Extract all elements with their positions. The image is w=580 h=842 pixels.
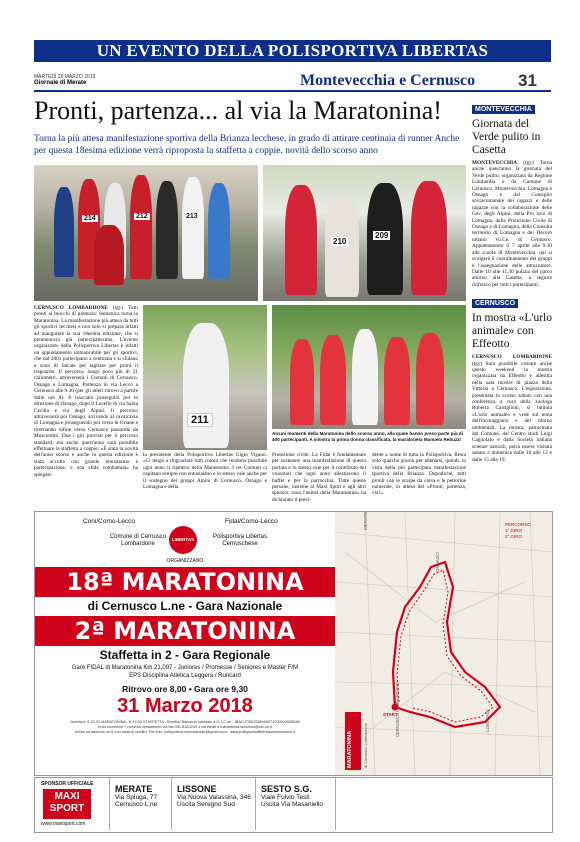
sidebar-tag-cernusco: CERNUSCO (472, 299, 518, 308)
ad-iscrizioni-line: online su www.otc-srl.it con carta di credito. Per info: polisportiva.cernuschese@gmail.com - www.polisportivalibertascernuschese.it (74, 730, 296, 734)
sidebar-lead: MONTEVECCHIA (472, 160, 518, 166)
article-text: (tgy) Tutti pronti ai blocchi di partenza: domenica torna la Maratonina. La manifestazione più attesa da tutti gli sportivi lecchesi e non solo si prepara infatti ad inaugurare la sua 18esima edizione, che si preannuncia già partecipatissima. L'evento organizzato dalla Polisportiva Libertas è infatti un appuntamento immancabile per gli sportivi, che dal 2001 partecipano a centinaia e si sfidano a suon di falcate per tagliare per primi il traguardo. Il percorso, lungo poco più di 21 chilometri, attraverserà i Comuni di Cernusco, Osnago e Lomagna. Partenza in via Lecco a Cernusco alle 9.30 (per gli atleti ritrovo a partire dalle ore 8). Il tracciato proseguirà poi in direzione di Osnago, dopo il Lavello di via Santa Cecilia e via degli Alpini. Il percorso attraverserà poi Osnago, arrivando al cavalcavia di Lomagna e proseguendo poi verso le Oriane e ritornando infine verso Cernusco passando da Moscoretto. Due i giri previsti per il percorso standard, ma anche quest'anno sarà possibile effettuare la staffetta a coppie: «È stata la novità dell'anno scorso e anche in questa edizione è stata accolta con grande entusiasmo e partecipazione, e una sfida combattuta» ha spiegato (34, 305, 138, 478)
ad-coni: Coni/Como-Lecco (83, 518, 136, 525)
paper-name: Giornale di Merate (34, 80, 87, 86)
runner-figure (325, 195, 359, 297)
maxi-sport-logo-line: MAXI (54, 791, 80, 802)
maxi-sport-logo-line: SPORT (49, 803, 85, 814)
store-city: LISSONE (177, 784, 217, 794)
sponsor-url: www.maxisport.com (41, 821, 86, 827)
runner-figure (54, 187, 74, 277)
sidebar-body: (tgy) Sarà possibile visitare anche questo weekend la mostra organizzata da Effeotto e allestita nella sala mostre di piazza della Vittoria a Cernusco. L'esposizione, presentata lo scorso sabato con una conferenza a cura della zoologa Roberta Castiglioni, si intitola «L'urlo animale» e vede sul tema dell'incoraggiarsi e del ritorno umbientali. La mostra, patrocinata dal Comune, dal Centro studi Luigi Cagnolato e dalla Società italiana scienze naturali, potrà essere visitata sabato e domenica dalle 10 alle 12 e dalle 15 alle 19. (472, 360, 552, 463)
map-legend-item: PERCORSO (505, 522, 531, 527)
race-bib: 213 (186, 213, 198, 220)
store-sesto (261, 784, 341, 808)
article-lead: CERNUSCO LOMBARDONE (34, 305, 108, 311)
sponsor-footer (34, 777, 553, 833)
section-title: Montevecchia e Cernusco (300, 72, 476, 89)
article-column-1 (34, 305, 138, 505)
store-area: Uscita Seregno Sud (177, 801, 235, 808)
photo-group-runners (34, 165, 258, 301)
sidebar-title-verde: Giornata del Verde pulito in Casetta (472, 118, 541, 156)
race-route-map (335, 512, 552, 775)
event-banner: UN EVENTO DELLA POLISPORTIVA LIBERTAS (34, 40, 551, 62)
map-label-start: START (383, 712, 398, 717)
photo-winner (143, 305, 267, 450)
article-column-4: dente a nome di tutta la Polisportiva. Resta solo qualche giorno per allenarsi, quindi, in vista della più partecipata manifestazione sportiva della Brianza. Dopodiché, tutti pronti con le scarpe da corsa e le pettorine numerate, in attesa del «Pronti, partenza, via!». (372, 452, 466, 497)
photo-kids (272, 305, 466, 429)
runner-figure (94, 225, 124, 285)
child-figure (352, 329, 378, 425)
runner-figure (411, 181, 447, 295)
ad-comune: Comune di Cernusco Lombardone (109, 534, 167, 547)
maxi-sport-logo (43, 789, 91, 819)
libertas-logo: LIBERTAS (169, 526, 197, 554)
child-figure (320, 335, 346, 425)
runner-figure (182, 177, 204, 279)
map-logo-title: MARATONINA (347, 730, 353, 768)
sidebar-tag-montevecchia: MONTEVECCHIA (472, 105, 535, 114)
sidebar-lead: CERNUSCO LOMBARDONE (472, 354, 552, 361)
ad-fidal: Fidal/Como-Lecco (225, 518, 278, 525)
race-bib: 214 (84, 215, 96, 222)
race-bib: 210 (333, 237, 347, 246)
map-logo (345, 712, 361, 770)
map-label-osnago: OSNAGO (435, 552, 440, 572)
race-bib: 211 (187, 413, 213, 427)
sidebar-text-mostra (472, 354, 552, 463)
sidebar-body: (tgy) Torna anche quest'anno la giornata del Verde pulito, organizzata da Regione Lombardia e da Comune di Cernusco. Montevecchia, Lomagna e Osnago e dal Consiglio sovracomunale dei ragazzi e delle ragazze con la collaborazione delle Gev, degli Alpini, della Pro loco di Lomagna, della Protezione Civile di Osnago e di Lomagna, della Consulta territorio di Lomagna e dei Decoro urbano Vo.Ce. di Cernusco. Appuntamento il 7 aprile alle 9.30 alle scuole di Montevecchia, qui si svolgerà il coordinamento dei gruppi e l'assegnazione delle attrezzature. Dalle 10 alle 11.30 pulizia del parco attorno alla Casetta, a seguire rinfresco per tutti i partecipanti. (472, 160, 552, 288)
ad-ritrovo: Ritrovo ore 8,00 • Gara ore 9,30 (122, 684, 248, 694)
ad-line-fidal: Gare FIDAL di Maratonina Km 21,097 - Juniores / Promesse / Seniores e Master F/M (71, 665, 299, 671)
child-figure (416, 333, 444, 425)
date-text: MARTEDÌ 26 MARZO 2019 (34, 74, 96, 80)
ad-organizzano: ORGANIZZANO (166, 558, 204, 564)
child-figure (290, 339, 314, 425)
photo-caption: Alcuni momenti della Maratonina dello scorso anno, alla quale hanno preso parte più di 400 partecipanti. A sinistra la prima donna classificata, la maratoneta Manuela Rebuzzi (272, 431, 463, 442)
header-rule (34, 90, 551, 92)
store-area: Cernusco L.ne (115, 801, 158, 808)
child-figure (384, 337, 410, 425)
sidebar-title-mostra: In mostra «L'urlo animale» con Effeotto (472, 312, 553, 351)
store-address: Via Nuova Valassina, 346 (177, 794, 251, 801)
sidebar-text-verde (472, 160, 552, 288)
photo-female-runners (263, 165, 466, 301)
map-label-merate: MERATE (363, 512, 368, 530)
footer-divider (335, 778, 336, 830)
store-city: MERATE (115, 784, 153, 794)
page-number: 31 (518, 71, 537, 90)
ad-polisportiva: Polisportiva Libertas Cernuschese (212, 534, 268, 547)
ad-subtitle-gara-regionale: Staffetta in 2 - Gara Regionale (99, 648, 271, 662)
ad-line-eps: EPS Disciplina Atletica Leggera / Runcard (129, 673, 241, 679)
map-label-lomagna: LOMAGNA (485, 709, 490, 732)
runner-figure (208, 183, 230, 279)
store-city: SESTO S.G. (261, 784, 312, 794)
ad-iscrizioni-line: Invio iscrizione + ricevuta versamento via fax 031 8120249 o via email a maratonina.iscrizioni@otc.srl.it (98, 725, 272, 729)
runner-figure (285, 185, 317, 295)
race-bib: 212 (136, 213, 148, 220)
article-column-3: Protezione civile. La Fidal è fondamentale per sostenere una manifestazione di questa portata e lo stesso vale per il contributo del volontari che ogni anno allestiscono il buffet e per la parrocchia. Tutte queste persone, insieme al Maxi Sport e agli altri sponsor, sono l'anima della Maratonina» ha dichiarato il presi- (272, 452, 366, 503)
article-column-2: la presidente della Polisportiva Libertas Gigio Viganò. «Ci tengo a ringraziare tutti coloro che rendono possibile ogni anno il ripetersi della Maratonina. I tre Comuni ci ospitano sempre con entusiasmo e lo stesso vale anche per il sostegno dei gruppi Alpini di Cernusco, Osnago e Lomagna e della (143, 452, 267, 491)
sponsor-label: SPONSOR UFFICIALE (41, 781, 94, 787)
ad-iscrizioni-line: Iscrizioni: € 25,00 MARATONINA - € 42,00 STAFFETTA - Bonifico Bancario intestato a G.T.C.erl - IBAN IT05O056969971000000008538 (70, 720, 300, 724)
footer-divider (171, 778, 172, 830)
ad-title-staffetta: 2ª MARATONINA (35, 616, 335, 646)
article-subhead: Torna la più attesa manifestazione sportiva della Brianza lecchese, in grado di attirare centinaia di runner Anche per questa 18esima edizione verrà riproposta la staffetta a coppie, novità dello scorso anno (34, 134, 460, 156)
runner-figure (130, 175, 152, 279)
store-address: Via Spluga, 77 (115, 794, 158, 801)
ad-subtitle-gara-nazionale: di Cernusco L.ne - Gara Nazionale (87, 599, 283, 613)
runner-figure (183, 323, 229, 448)
footer-divider (109, 778, 110, 830)
ad-title-maratonina: 18ª MARATONINA (35, 567, 335, 597)
runner-figure (156, 181, 178, 279)
map-label-cernusco: CERNUSCO LOMBARDONE (395, 682, 400, 737)
footer-divider (255, 778, 256, 830)
store-address: Viale Fulvio Testi (261, 794, 310, 801)
sidebar (472, 98, 552, 463)
article-headline: Pronti, partenza... al via la Maratonina! (34, 96, 442, 125)
race-bib: 209 (375, 231, 389, 240)
ad-iscrizioni (39, 720, 331, 735)
map-legend-item: 1° GIRO (505, 528, 523, 533)
issue-date (34, 74, 95, 86)
ad-date: 31 Marzo 2018 (117, 695, 253, 717)
ad-promo (35, 512, 335, 775)
map-legend (505, 522, 545, 540)
map-logo-subtitle: di Cernusco Lombardone (363, 723, 368, 768)
map-legend-item: 2° GIRO (505, 534, 523, 539)
race-advertisement (34, 511, 553, 776)
store-area: Uscita Via Masaniello (261, 801, 324, 808)
